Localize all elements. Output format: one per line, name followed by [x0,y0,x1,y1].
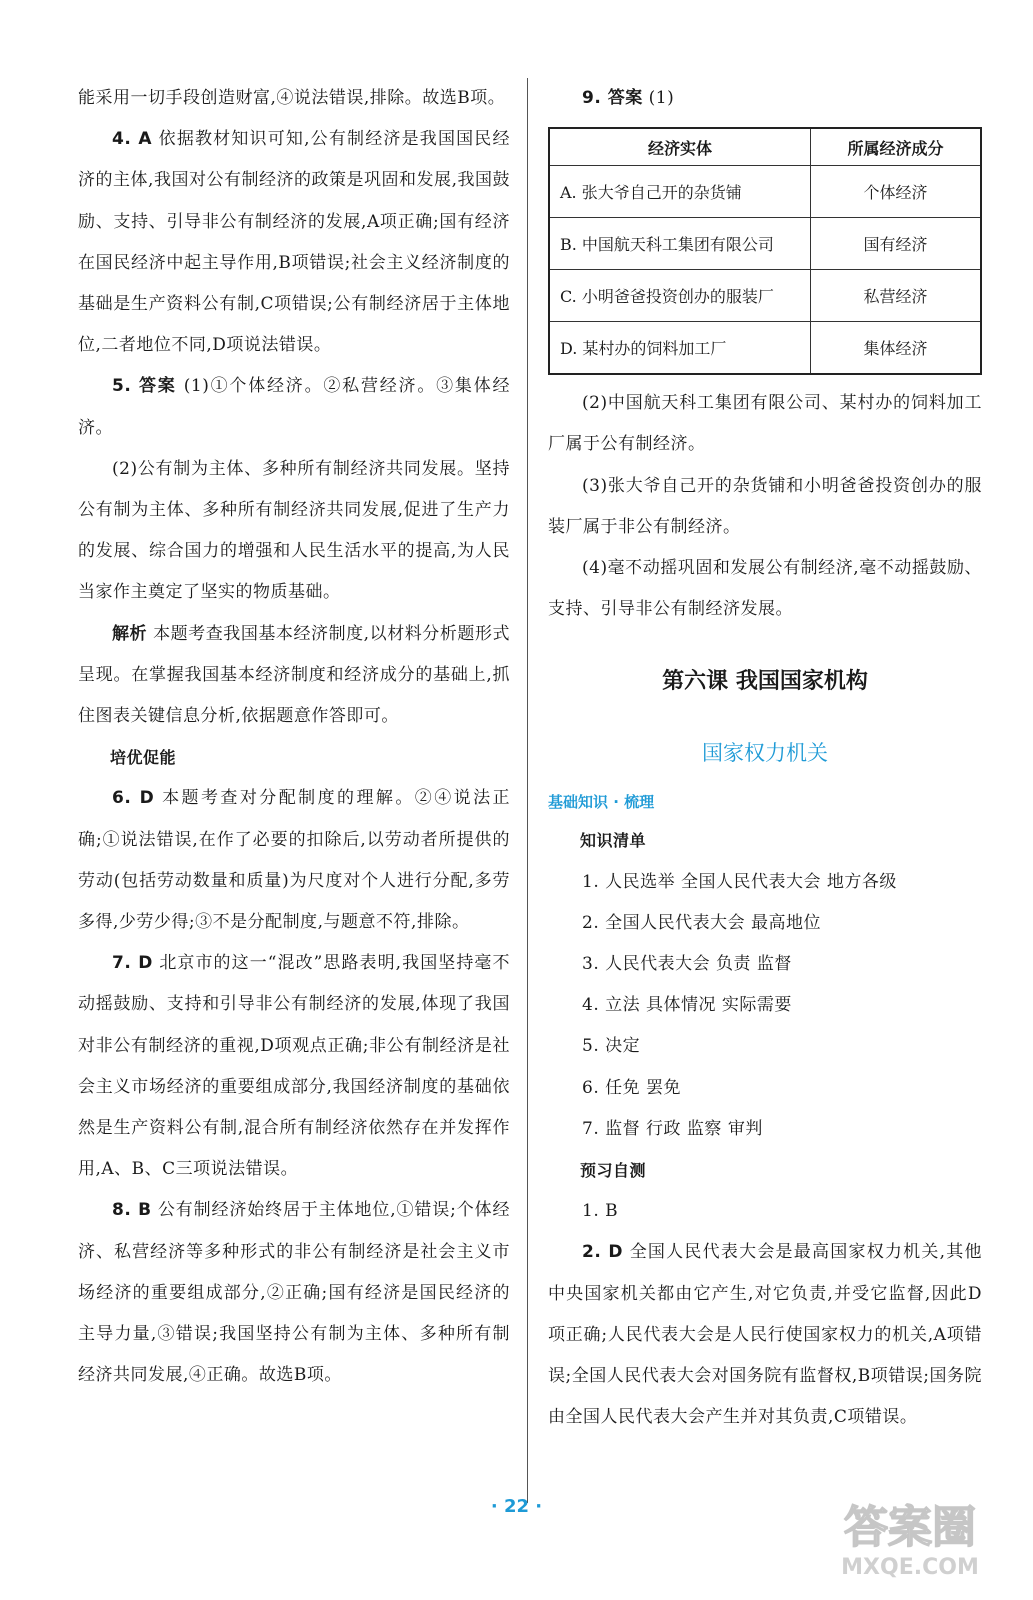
answer-number: 7. D [112,953,153,974]
answer-number: 8. B [112,1200,152,1221]
answer-text: 依据教材知识可知,公有制经济是我国国民经济的主体,我国对公有制经济的政策是巩固和发展,我国鼓励、支持、引导非公有制经济的发展,A项正确;国有经济在国民经济中起主导作用,B项错误;社会主义经济制度的基础是生产资料公有制,C项错误;公有制经济居于主体地位,二者地位不同,D项说法错误。 [78,129,510,356]
preview-answer-1: 1. B [582,1201,619,1222]
analysis-text: 本题考查我国基本经济制度,以材料分析题形式呈现。在掌握我国基本经济制度和经济成分的基础上,抓住图表关键信息分析,依据题意作答即可。 [78,623,511,727]
table-cell: 国有经济 [811,218,982,270]
answer-text: 北京市的这一“混改”思路表明,我国坚持毫不动摇鼓励、支持和引导非公有制经济的发展,体现了我国对非公有制经济的重视,D项观点正确;非公有制经济是社会主义市场经济的重要组成部分,我国经济制度的基础依然是生产资料公有制,混合所有制经济依然存在并发挥作用,A、B、C三项说法错误。 [78,953,510,1180]
list-item: 6. 任免 罢免 [582,1077,682,1098]
answer-number: 4. A [112,129,153,150]
answer-text: 全国人民代表大会是最高国家权力机关,其他中央国家机关都由它产生,对它负责,并受它监督,因此D项正确;人民代表大会是人民行使国家权力的机关,A项错误;全国人民代表大会对国务院有监督权,B项错误;国务院由全国人民代表大会产生并对其负责,C项错误。 [548,1242,982,1428]
list-item: 3. 人民代表大会 负责 监督 [582,954,792,975]
list-item: 1. 人民选举 全国人民代表大会 地方各级 [582,871,897,892]
answer-text: 本题考查对分配制度的理解。②④说法正确;①说法错误,在作了必要的扣除后,以劳动者所提供的劳动(包括劳动数量和质量)为尺度对个人进行分配,多劳多得,少劳少得;③不是分配制度,与题意不符,排除。 [78,788,510,933]
table-cell: C. 小明爸爸投资创办的服装厂 [549,270,811,322]
answer-9 [548,78,982,119]
answer-number: 6. D [112,788,155,809]
table-header: 所属经济成分 [811,128,982,166]
answer-9-part2: (2)中国航天科工集团有限公司、某村办的饲料加工厂属于公有制经济。 [548,393,982,455]
list-title: 知识清单 [580,831,647,851]
answer-label: 5. 答案 [112,376,177,397]
table-cell: 个体经济 [811,166,982,218]
list-item: 4. 立法 具体情况 实际需要 [582,995,792,1016]
section-title: 国家权力机关 [702,741,828,766]
answer-number: 2. D [582,1242,624,1263]
list-item: 7. 监督 行政 监察 审判 [582,1118,763,1139]
right-column [548,78,982,1438]
paragraph: 能采用一切手段创造财富,④说法错误,排除。故选B项。 [78,88,506,108]
table-cell: 私营经济 [811,270,982,322]
answer-9-part4: (4)毫不动摇巩固和发展公有制经济,毫不动摇鼓励、支持、引导非公有制经济发展。 [548,558,982,620]
analysis [78,614,510,738]
table-row [549,218,981,270]
watermark-bottom: MXQE.COM [841,1555,979,1580]
answer-4 [78,119,510,366]
watermark-top: 答案圈 [844,1502,976,1553]
watermark-logo [815,1492,1005,1582]
answer-label: 9. 答案 [582,88,643,108]
economy-table [548,127,982,375]
answer-6 [78,778,510,943]
answer-text: (1)①个体经济。②私营经济。③集体经济。 [78,376,510,438]
table-header: 经济实体 [549,128,811,166]
answer-7 [78,943,510,1190]
answer-5 [78,366,510,448]
column-divider [527,78,528,1503]
list-item: 5. 决定 [582,1036,641,1057]
table-row [549,270,981,322]
analysis-label: 解析 [112,623,148,644]
section-label: 基础知识 · 梳理 [548,793,655,812]
table-row [549,322,981,375]
lesson-title: 第六课 我国国家机构 [662,669,868,695]
table-header-row [549,128,981,166]
answer-text: (1) [642,88,675,108]
table-row [549,166,981,218]
answer-8 [78,1190,510,1396]
table-cell: B. 中国航天科工集团有限公司 [549,218,811,270]
left-column [78,78,510,1397]
preview-answer-2 [548,1232,982,1438]
answer-9-part3: (3)张大爷自己开的杂货铺和小明爸爸投资创办的服装厂属于非公有制经济。 [548,475,982,537]
answer-text: 公有制经济始终居于主体地位,①错误;个体经济、私营经济等多种形式的非公有制经济是社会主义市场经济的重要组成部分,②正确;国有经济是国民经济的主导力量,③错误;我国坚持公有制为主体、多种所有制经济共同发展,④正确。故选B项。 [78,1200,510,1386]
subheading: 培优促能 [110,748,177,768]
preview-title: 预习自测 [580,1161,647,1181]
answer-5-part2: (2)公有制为主体、多种所有制经济共同发展。坚持公有制为主体、多种所有制经济共同发展,促进了生产力的发展、综合国力的增强和人民生活水平的提高,为人民当家作主奠定了坚实的物质基础。 [78,458,510,603]
table-cell: A. 张大爷自己开的杂货铺 [549,166,811,218]
page-number: · 22 · [490,1496,543,1517]
table-cell: D. 某村办的饲料加工厂 [549,322,811,375]
list-item: 2. 全国人民代表大会 最高地位 [582,912,822,933]
table-cell: 集体经济 [811,322,982,375]
